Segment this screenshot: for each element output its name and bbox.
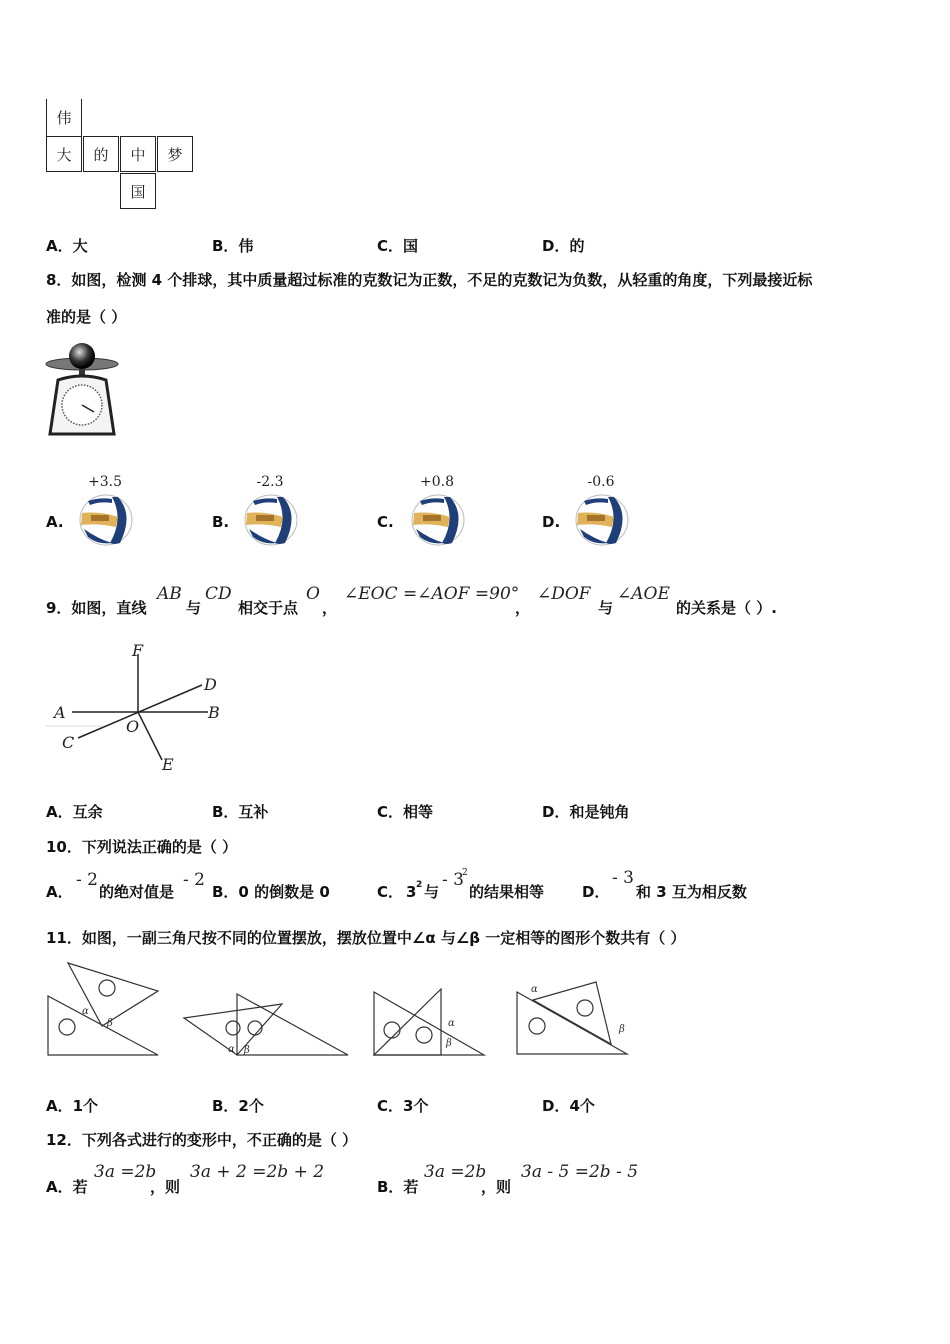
- q10-option-b[interactable]: B．0 的倒数是 0: [212, 883, 330, 901]
- svg-text:α: α: [82, 1006, 89, 1017]
- q12-a-result: 3a + 2 =2b + 2: [190, 1162, 325, 1182]
- q10-c-exp: 2: [416, 880, 423, 890]
- q9-math-dof: ∠DOF: [537, 584, 591, 604]
- svg-text:β: β: [244, 1045, 250, 1056]
- q10-a-math1: - 2: [76, 870, 98, 890]
- net-cell-1: 大: [46, 136, 82, 172]
- q9-stem-p3: 相交于点: [238, 599, 299, 617]
- q10-option-c-letter[interactable]: C．: [377, 883, 404, 901]
- q8-option-a-value: +3.5: [88, 474, 122, 490]
- net-cell-3: 中: [120, 136, 156, 172]
- label-c: C: [62, 733, 75, 752]
- q8-option-c-value: +0.8: [420, 474, 454, 490]
- q11-option-a[interactable]: A．1个: [46, 1097, 99, 1115]
- q10-c-text1: 与: [424, 883, 440, 901]
- q12-b-result: 3a - 5 =2b - 5: [521, 1162, 639, 1182]
- scale-with-ball-figure: [44, 342, 120, 438]
- q10-option-d-letter[interactable]: D．: [582, 883, 610, 901]
- net-cell-bottom: 国: [120, 173, 156, 209]
- q8-option-b-value: -2.3: [256, 474, 284, 490]
- q8-option-a-letter[interactable]: A.: [46, 513, 64, 531]
- svg-text:β: β: [107, 1018, 113, 1029]
- svg-text:α: α: [531, 984, 538, 995]
- volleyball-icon[interactable]: [410, 493, 466, 547]
- q10-a-math2: - 2: [183, 870, 205, 890]
- q7-option-d[interactable]: D．的: [542, 237, 585, 255]
- q12-a-cond: 3a =2b: [94, 1162, 157, 1182]
- q12-b-letter[interactable]: B．若: [377, 1178, 419, 1196]
- triangle-rulers-figure-2: [182, 990, 352, 1060]
- q8-option-b-letter[interactable]: B.: [212, 513, 230, 531]
- triangle-rulers-figure-3: [372, 988, 488, 1060]
- net-cell-2: 的: [83, 136, 119, 172]
- q12-a-then: ，则: [150, 1178, 181, 1196]
- q12-b-cond: 3a =2b: [424, 1162, 487, 1182]
- q8-option-c-letter[interactable]: C.: [377, 513, 394, 531]
- q11-option-d[interactable]: D．4个: [542, 1097, 595, 1115]
- q12-stem: 12．下列各式进行的变形中，不正确的是（ ）: [46, 1131, 358, 1149]
- q10-c-math-exp: 2: [462, 868, 468, 878]
- volleyball-icon[interactable]: [574, 493, 630, 547]
- label-e: E: [162, 755, 174, 774]
- volleyball-icon[interactable]: [243, 493, 299, 547]
- q11-stem: 11．如图，一副三角尺按不同的位置摆放，摆放位置中∠α 与∠β 一定相等的图形个数共有（ ）: [46, 929, 686, 947]
- svg-text:α: α: [228, 1044, 235, 1055]
- q8-option-d-letter[interactable]: D.: [542, 513, 561, 531]
- q9-math-aoe: ∠AOE: [617, 584, 670, 604]
- q10-d-math: - 3: [612, 868, 634, 888]
- intersecting-lines-figure: [44, 640, 234, 775]
- q10-d-text: 和 3 互为相反数: [636, 883, 747, 901]
- svg-text:β: β: [619, 1024, 625, 1035]
- q8-stem-line2: 准的是（ ）: [46, 308, 127, 326]
- q9-stem-p7: 的关系是（ ）.: [676, 599, 777, 617]
- triangle-rulers-figure-1: [46, 960, 162, 1060]
- q10-stem: 10．下列说法正确的是（ ）: [46, 838, 238, 856]
- q10-c-text2: 的结果相等: [469, 883, 545, 901]
- q11-option-b[interactable]: B．2个: [212, 1097, 264, 1115]
- q7-option-c[interactable]: C．国: [377, 237, 419, 255]
- q9-math-cd: CD: [205, 584, 232, 604]
- net-cell-top: 伟: [46, 99, 82, 137]
- q10-option-a-letter[interactable]: A．: [46, 883, 73, 901]
- q10-c-base: 3: [406, 883, 417, 901]
- q9-math-angles: ∠EOC =∠AOF =90°: [344, 584, 520, 604]
- label-a: A: [54, 703, 66, 722]
- q10-a-text: 的绝对值是: [99, 883, 175, 901]
- q8-stem-line1: 8．如图，检测 4 个排球，其中质量超过标准的克数记为正数，不足的克数记为负数，从轻重的角度，下列最接近标: [46, 271, 813, 289]
- q9-stem-p1: 9．如图，直线: [46, 599, 147, 617]
- q9-option-b[interactable]: B．互补: [212, 803, 269, 821]
- svg-text:β: β: [446, 1038, 452, 1049]
- q12-b-then: ，则: [481, 1178, 512, 1196]
- q9-stem-p5: ，: [515, 599, 531, 617]
- q11-option-c[interactable]: C．3个: [377, 1097, 429, 1115]
- q8-option-d-value: -0.6: [587, 474, 615, 490]
- q10-c-math: - 3: [442, 870, 464, 890]
- q7-option-a[interactable]: A．大: [46, 237, 88, 255]
- q12-a-letter[interactable]: A．若: [46, 1178, 88, 1196]
- q9-math-o: O: [306, 584, 320, 604]
- q7-option-b[interactable]: B．伟: [212, 237, 254, 255]
- label-o: O: [126, 717, 140, 736]
- q9-stem-p4: ，: [322, 599, 338, 617]
- net-cell-4: 梦: [157, 136, 193, 172]
- q9-math-ab: AB: [157, 584, 182, 604]
- q9-stem-p6: 与: [598, 599, 614, 617]
- label-d: D: [204, 675, 217, 694]
- volleyball-icon[interactable]: [78, 493, 134, 547]
- q9-option-d[interactable]: D．和是钝角: [542, 803, 630, 821]
- q9-option-c[interactable]: C．相等: [377, 803, 434, 821]
- svg-text:α: α: [448, 1018, 455, 1029]
- triangle-rulers-figure-4: [515, 978, 631, 1060]
- label-b: B: [208, 703, 220, 722]
- q9-stem-p2: 与: [186, 599, 202, 617]
- label-f: F: [132, 641, 144, 660]
- q9-option-a[interactable]: A．互余: [46, 803, 103, 821]
